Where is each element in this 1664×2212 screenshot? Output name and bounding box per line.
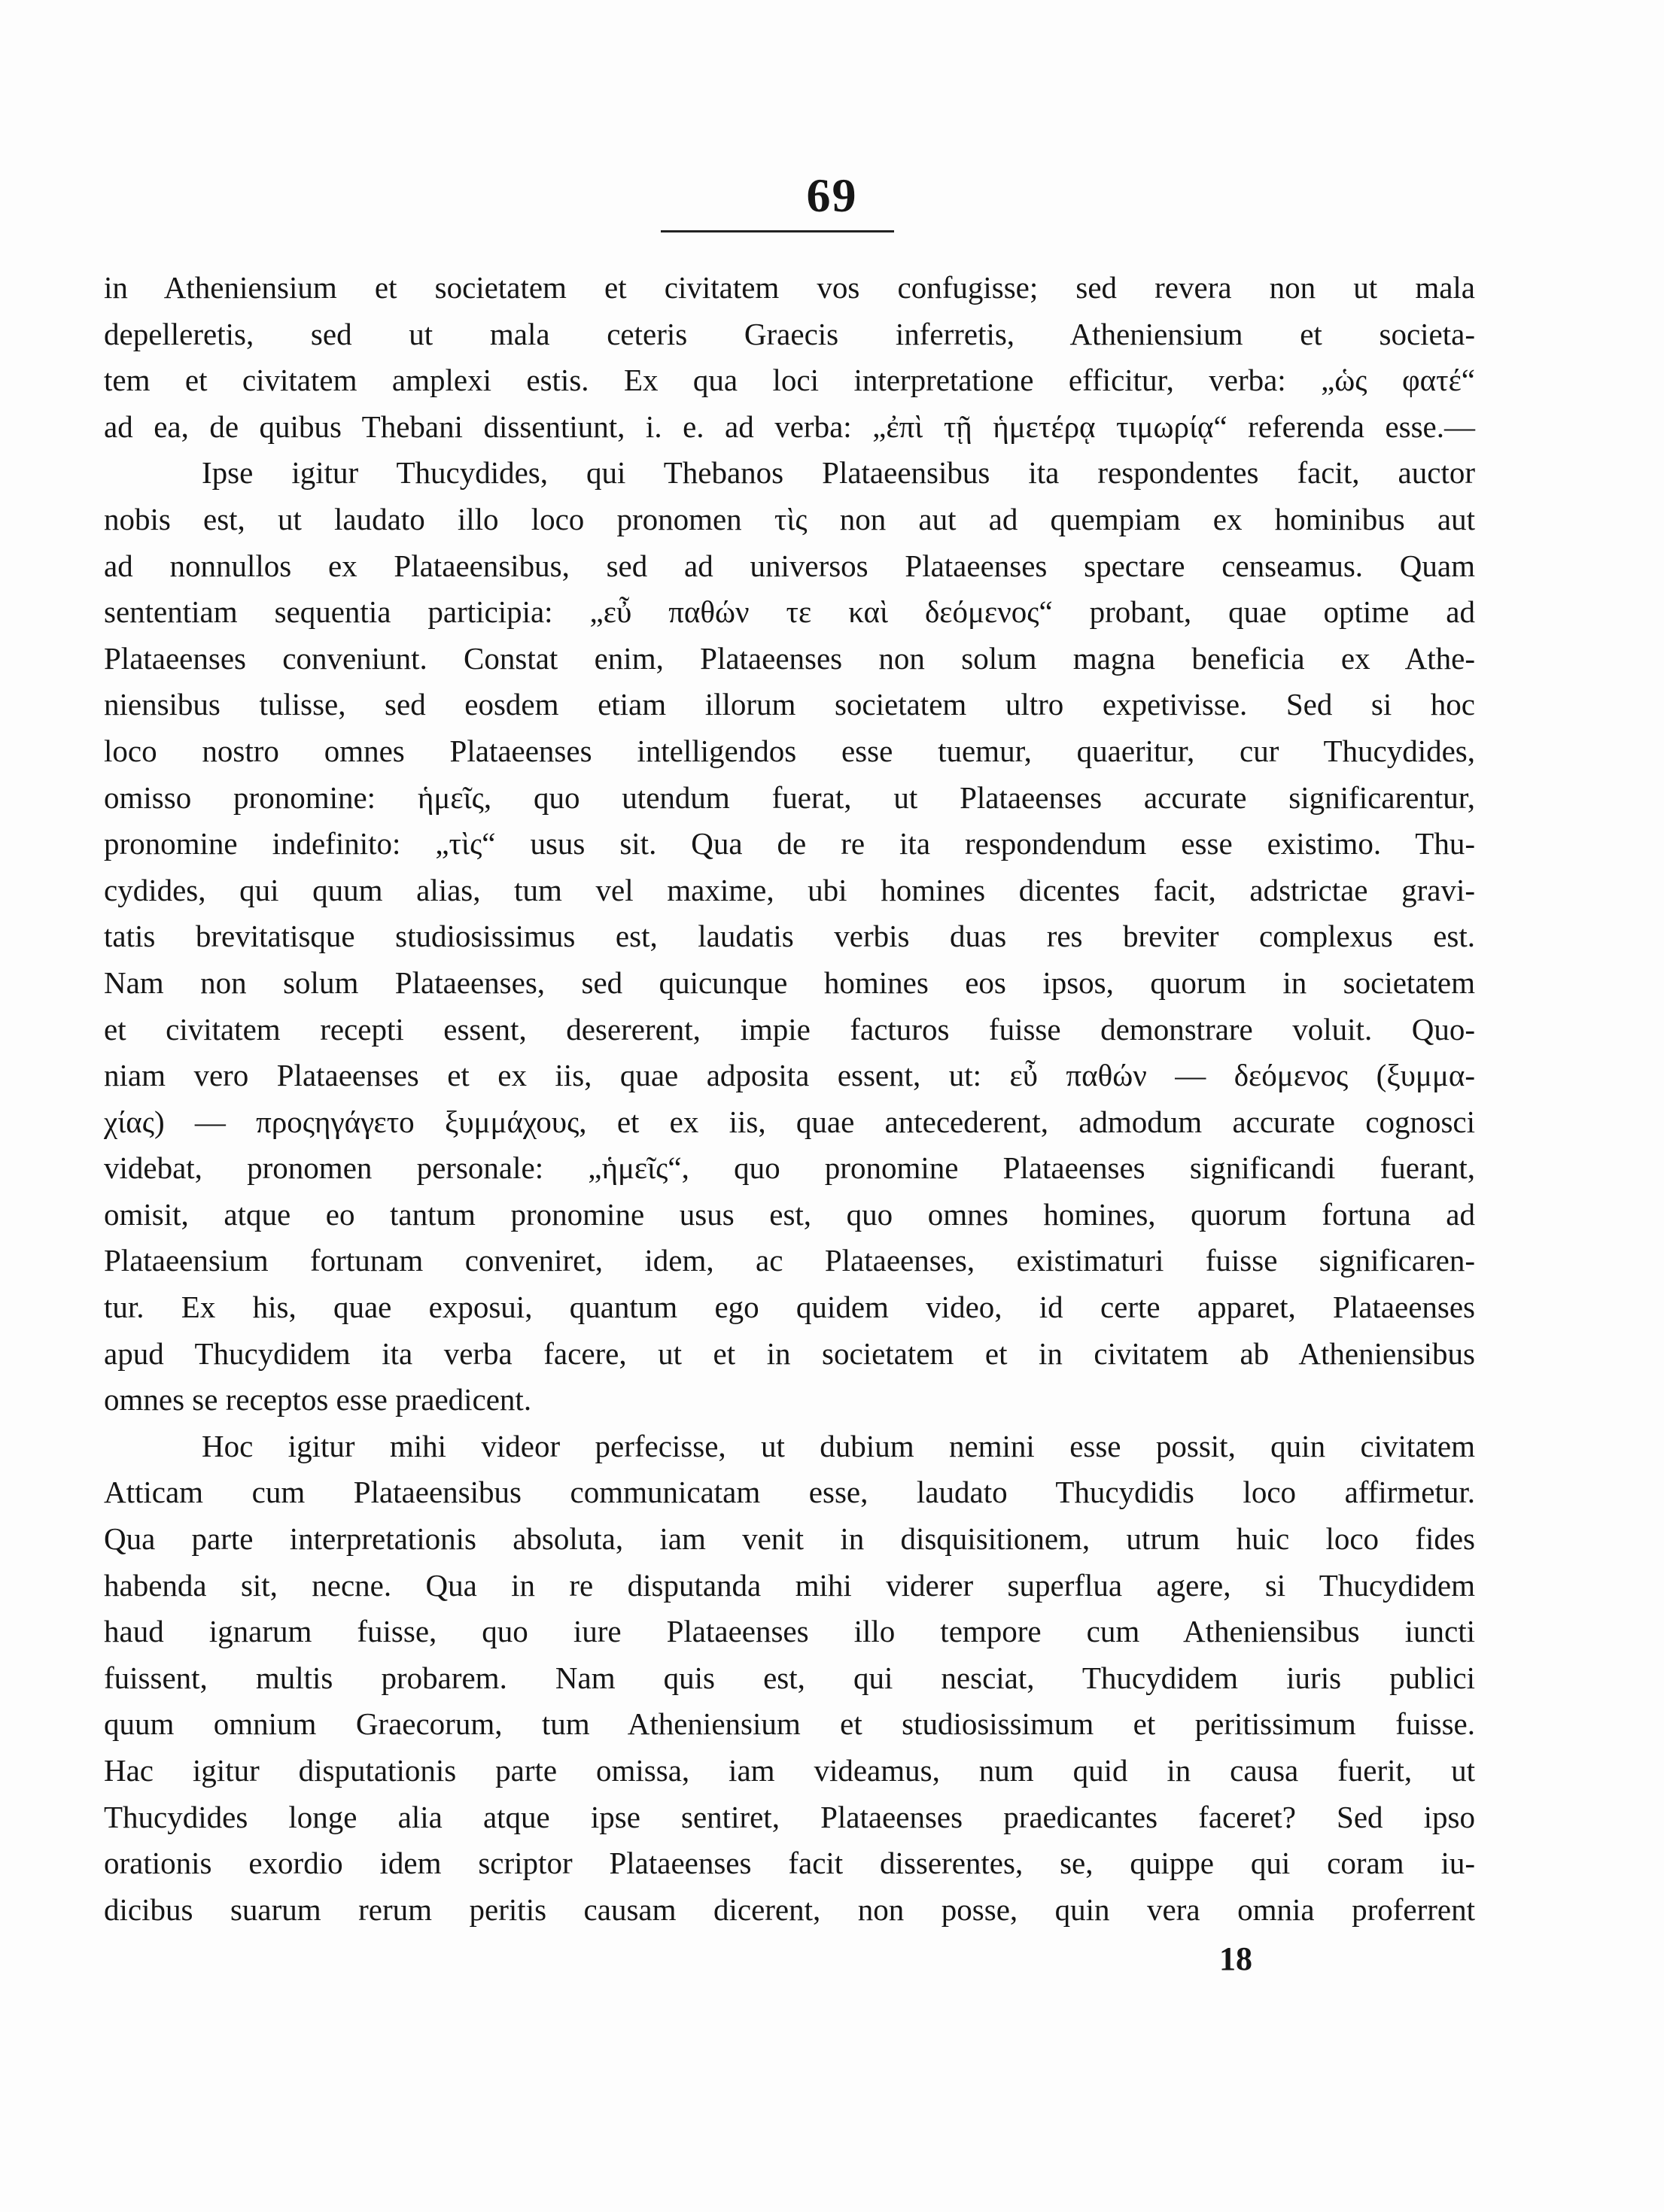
text-line: nobis est, ut laudato illo loco pronomen τὶς non aut ad quempiam ex hominibus aut — [104, 501, 1475, 536]
text-line: Atticam cum Plataeensibus communicatam esse, laudato Thucydidis loco affirmetur. — [104, 1475, 1475, 1510]
body-text — [104, 265, 1475, 1933]
text-line: tem et civitatem amplexi estis. Ex qua loci interpretatione efficitur, verba: „ὡς φατέ“ — [104, 363, 1475, 398]
text-line: Ipse igitur Thucydides, qui Thebanos Plataeensibus ita respondentes facit, auctor — [202, 455, 1475, 491]
text-line: Qua parte interpretationis absoluta, iam venit in disquisitionem, utrum huic loco fides — [104, 1521, 1475, 1557]
text-line: sententiam sequentia participia: „εὖ παθών τε καὶ δεόμενος“ probant, quae optime ad — [104, 594, 1475, 630]
text-line: Nam non solum Plataeenses, sed quicunque homines eos ipsos, quorum in societatem — [104, 965, 1475, 1000]
text-line: et civitatem recepti essent, desererent, impie facturos fuisse demonstrare voluit. Quo- — [104, 1011, 1475, 1047]
text-line: depelleretis, sed ut mala ceteris Graecis inferretis, Atheniensium et societa- — [104, 316, 1475, 351]
text-line: orationis exordio idem scriptor Plataeenses facit disserentes, se, quippe qui coram iu- — [104, 1846, 1475, 1881]
text-line: fuissent, multis probarem. Nam quis est, qui nesciat, Thucydidem iuris publici — [104, 1660, 1475, 1695]
text-line: Plataeensium fortunam conveniret, idem, ac Plataeenses, existimaturi fuisse significaren- — [104, 1243, 1475, 1278]
text-line: niam vero Plataeenses et ex iis, quae adposita essent, ut: εὖ παθών — δεόμενος (ξυμμα- — [104, 1058, 1475, 1093]
text-line: omnes se receptos esse praedicent. — [104, 1382, 532, 1417]
signature-mark: 18 — [1219, 1940, 1252, 1977]
header-rule — [661, 230, 894, 232]
text-line: Hac igitur disputationis parte omissa, iam videamus, num quid in causa fuerit, ut — [104, 1753, 1475, 1788]
text-line: Plataeenses conveniunt. Constat enim, Plataeenses non solum magna beneficia ex Athe- — [104, 640, 1475, 676]
text-line: quum omnium Graecorum, tum Atheniensium et studiosissimum et peritissimum fuisse. — [104, 1706, 1475, 1742]
text-line: videbat, pronomen personale: „ἡμεῖς“, quo pronomine Plataeenses significandi fuerant, — [104, 1150, 1475, 1186]
text-line: dicibus suarum rerum peritis causam dicerent, non posse, quin vera omnia proferrent — [104, 1891, 1475, 1927]
text-line: niensibus tulisse, sed eosdem etiam illorum societatem ultro expetivisse. Sed si hoc — [104, 687, 1475, 722]
text-line: loco nostro omnes Plataeenses intelligendos esse tuemur, quaeritur, cur Thucydides, — [104, 733, 1475, 768]
text-line: ad nonnullos ex Plataeensibus, sed ad universos Plataeenses spectare censeamus. Quam — [104, 548, 1475, 583]
page-number: 69 — [806, 169, 858, 222]
text-line: ad ea, de quibus Thebani dissentiunt, i. e. ad verba: „ἐπὶ τῇ ἡμετέρᾳ τιμωρίᾳ“ referenda esse.— — [104, 409, 1475, 444]
text-line: in Atheniensium et societatem et civitatem vos confugisse; sed revera non ut mala — [104, 270, 1475, 305]
text-line: haud ignarum fuisse, quo iure Plataeenses illo tempore cum Atheniensibus iuncti — [104, 1614, 1475, 1649]
text-line: omisit, atque eo tantum pronomine usus est, quo omnes homines, quorum fortuna ad — [104, 1196, 1475, 1232]
text-line: χίας) — προςηγάγετο ξυμμάχους, et ex iis, quae antecederent, admodum accurate cognosci — [104, 1104, 1475, 1139]
text-line: omisso pronomine: ἡμεῖς, quo utendum fuerat, ut Plataeenses accurate significarentur, — [104, 779, 1475, 815]
text-line: Thucydides longe alia atque ipse sentiret, Plataeenses praedicantes faceret? Sed ipso — [104, 1799, 1475, 1834]
text-line: pronomine indefinito: „τὶς“ usus sit. Qua de re ita respondendum esse existimo. Thu- — [104, 826, 1475, 861]
text-line: tatis brevitatisque studiosissimus est, laudatis verbis duas res breviter complexus est. — [104, 919, 1475, 954]
text-line: apud Thucydidem ita verba facere, ut et in societatem et in civitatem ab Atheniensibus — [104, 1335, 1475, 1371]
text-line: habenda sit, necne. Qua in re disputanda mihi viderer superflua agere, si Thucydidem — [104, 1567, 1475, 1603]
text-line: Hoc igitur mihi videor perfecisse, ut dubium nemini esse possit, quin civitatem — [202, 1428, 1475, 1463]
text-line: cydides, qui quum alias, tum vel maxime, ubi homines dicentes facit, adstrictae gravi- — [104, 872, 1475, 907]
text-line: tur. Ex his, quae exposui, quantum ego quidem video, id certe apparet, Plataeenses — [104, 1290, 1475, 1325]
